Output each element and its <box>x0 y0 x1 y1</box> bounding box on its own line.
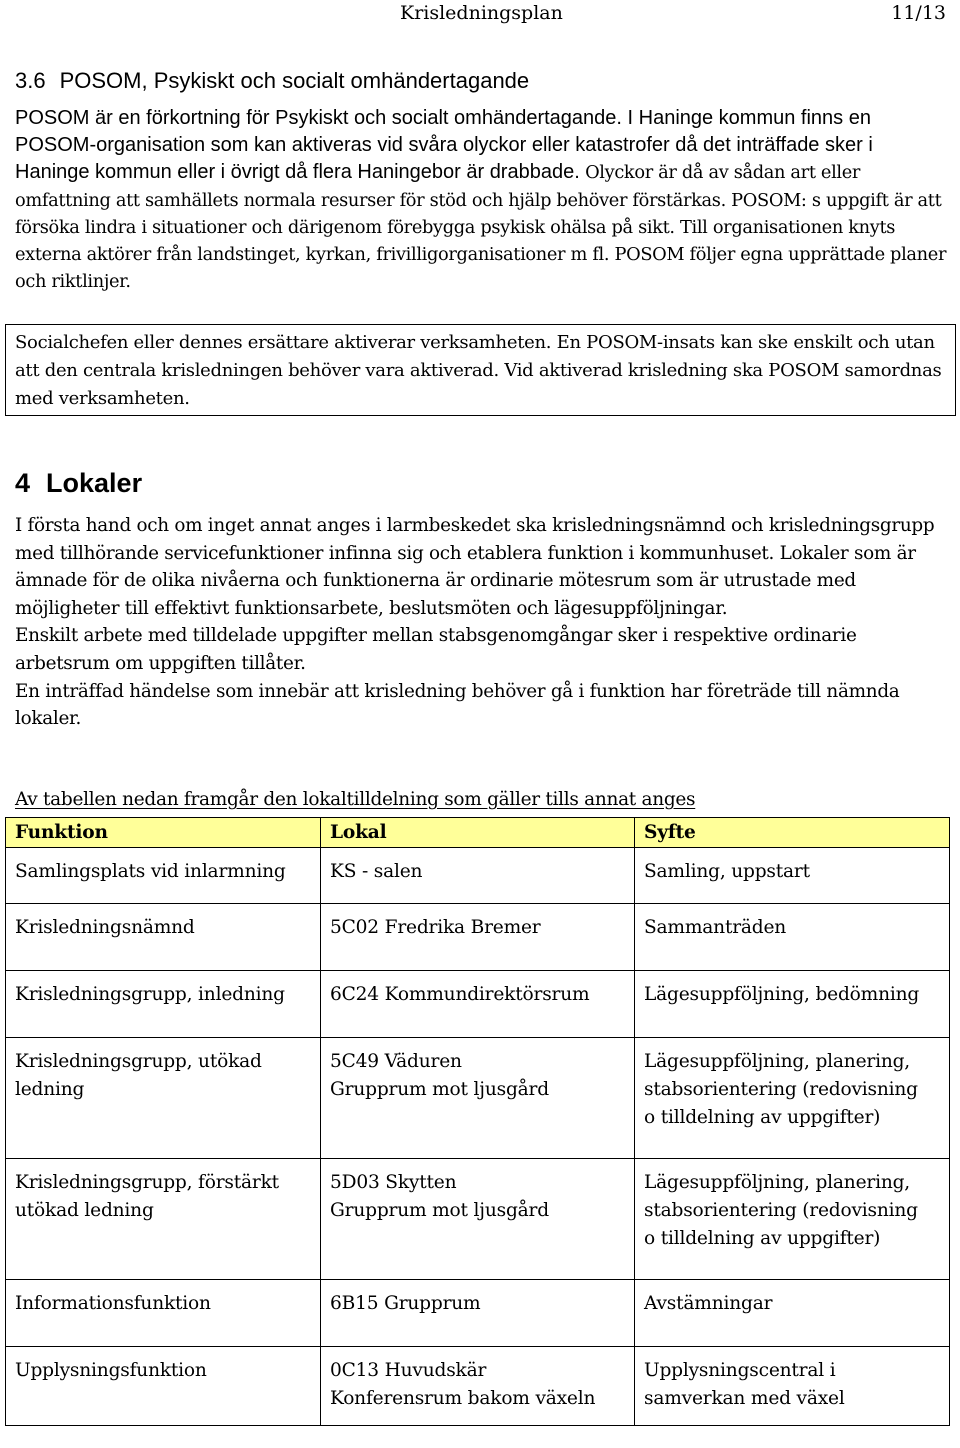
cell-text-line: ledning <box>15 1079 85 1100</box>
cell-text-line: 6B15 Grupprum <box>330 1293 481 1314</box>
section-heading <box>15 68 543 94</box>
cell-lokal <box>321 1280 635 1347</box>
boxed-note: Socialchefen eller dennes ersättare aktiverar verksamheten. En POSOM-insats kan ske enskilt och utan att den centrala krisledningen behöver vara aktiverad. Vid aktiverad krisledning ska POSOM samordnas med verksamheten. <box>5 324 956 416</box>
cell-syfte <box>635 848 950 904</box>
cell-lokal <box>321 1159 635 1280</box>
cell-text-line: Krisledningsgrupp, förstärkt <box>15 1172 279 1193</box>
cell-text-line: 5C49 Väduren <box>330 1051 462 1072</box>
cell-text-line: Samling, uppstart <box>644 861 810 882</box>
cell-text-line: 0C13 Huvudskär <box>330 1360 487 1381</box>
table-caption: Av tabellen nedan framgår den lokaltilldelning som gäller tills annat anges <box>15 789 696 810</box>
cell-text-line: o tilldelning av uppgifter) <box>644 1107 881 1128</box>
cell-text-line: Krisledningsnämnd <box>15 917 195 938</box>
cell-lokal <box>321 904 635 971</box>
lokaler-paragraph: Enskilt arbete med tilldelade uppgifter mellan stabsgenomgångar sker i respektive ordinarie arbetsrum om uppgiften tillåter. <box>15 625 857 674</box>
column-header-syfte: Syfte <box>635 818 950 848</box>
table-row <box>6 971 950 1038</box>
cell-text-line: Lägesuppföljning, planering, <box>644 1051 911 1072</box>
cell-text-line: stabsorientering (redovisning <box>644 1200 918 1221</box>
cell-text-line: Upplysningsfunktion <box>15 1360 207 1381</box>
cell-syfte <box>635 971 950 1038</box>
lokaler-body <box>15 512 950 733</box>
cell-syfte <box>635 904 950 971</box>
cell-text-line: Konferensrum bakom växeln <box>330 1388 596 1409</box>
column-header-funktion: Funktion <box>6 818 321 848</box>
lokaler-paragraph: En inträffad händelse som innebär att krisledning behöver gå i funktion har företräde till nämnda lokaler. <box>15 680 900 730</box>
cell-text-line: Lägesuppföljning, bedömning <box>644 984 920 1005</box>
cell-text-line: Lägesuppföljning, planering, <box>644 1172 911 1193</box>
chapter-number: 4 <box>15 468 31 498</box>
chapter-title: Lokaler <box>46 468 143 498</box>
cell-text-line: Upplysningscentral i <box>644 1360 836 1381</box>
posom-body-text: Olyckor är då av sådan art eller omfattning att samhällets normala resurser för stöd och hjälp behöver förstärkas. POSOM: s uppgift är att försöka lindra i situationer och därigenom förebygga psykisk ohälsa på sikt. Till organisationen knyts externa aktörer från landstinget, kyrkan, frivilligorganisationer m fl. POSOM följer egna upprättade planer och riktlinjer. <box>15 162 947 293</box>
cell-text-line: samverkan med växel <box>644 1388 845 1409</box>
cell-lokal <box>321 848 635 904</box>
cell-text-line: Avstämningar <box>644 1293 773 1314</box>
document-title: Krisledningsplan <box>400 2 563 24</box>
cell-text-line: Samlingsplats vid inlarmning <box>15 861 286 882</box>
cell-funktion <box>6 848 321 904</box>
cell-text-line: Krisledningsgrupp, inledning <box>15 984 285 1005</box>
table-row <box>6 1347 950 1426</box>
cell-text-line: KS - salen <box>330 861 423 882</box>
table-row <box>6 1038 950 1159</box>
cell-syfte <box>635 1038 950 1159</box>
posom-intro-text: POSOM är en förkortning för Psykiskt och socialt omhändertagande. I Haninge kommun finns en POSOM-organisation som kan aktiveras vid svåra olyckor eller katastrofer då det inträffade sker i Haninge kommun eller i övrigt då flera Haningebor är drabbade. <box>15 107 873 184</box>
cell-text-line: Informationsfunktion <box>15 1293 211 1314</box>
table-row <box>6 1280 950 1347</box>
lokaler-paragraph: I första hand och om inget annat anges i larmbeskedet ska krisledningsnämnd och krisledningsgrupp med tillhörande servicefunktioner infinna sig och etablera funktion i kommunhuset. Lokaler som är ämnade för de olika nivåerna och funktionerna är ordinarie mötesrum som är utrustade med möjligheter till effektivt funktionsarbete, beslutsmöten och lägesuppföljningar. <box>15 515 935 619</box>
chapter-heading <box>15 468 158 499</box>
cell-syfte <box>635 1347 950 1426</box>
page-number: 11/13 <box>891 2 946 24</box>
cell-text-line: Sammanträden <box>644 917 787 938</box>
cell-funktion <box>6 1159 321 1280</box>
cell-funktion <box>6 904 321 971</box>
section-number: 3.6 <box>15 68 46 93</box>
table-row <box>6 848 950 904</box>
posom-paragraph <box>15 105 950 295</box>
cell-syfte <box>635 1280 950 1347</box>
table-row <box>6 1159 950 1280</box>
cell-funktion <box>6 1038 321 1159</box>
table-body <box>6 848 950 1426</box>
cell-lokal <box>321 1347 635 1426</box>
cell-text-line: stabsorientering (redovisning <box>644 1079 918 1100</box>
section-title: POSOM, Psykiskt och socialt omhändertagande <box>59 68 530 93</box>
cell-syfte <box>635 1159 950 1280</box>
cell-funktion <box>6 971 321 1038</box>
cell-funktion <box>6 1347 321 1426</box>
cell-text-line: 5D03 Skytten <box>330 1172 457 1193</box>
cell-text-line: o tilldelning av uppgifter) <box>644 1228 881 1249</box>
cell-funktion <box>6 1280 321 1347</box>
cell-text-line: 6C24 Kommundirektörsrum <box>330 984 590 1005</box>
cell-text-line: 5C02 Fredrika Bremer <box>330 917 541 938</box>
room-allocation-table <box>5 817 950 1426</box>
cell-text-line: Krisledningsgrupp, utökad <box>15 1051 262 1072</box>
cell-lokal <box>321 971 635 1038</box>
cell-text-line: Grupprum mot ljusgård <box>330 1200 549 1221</box>
table-row <box>6 904 950 971</box>
column-header-lokal: Lokal <box>321 818 635 848</box>
page-header <box>0 0 960 32</box>
table-header-row <box>6 818 950 848</box>
cell-text-line: Grupprum mot ljusgård <box>330 1079 549 1100</box>
cell-text-line: utökad ledning <box>15 1200 154 1221</box>
cell-lokal <box>321 1038 635 1159</box>
